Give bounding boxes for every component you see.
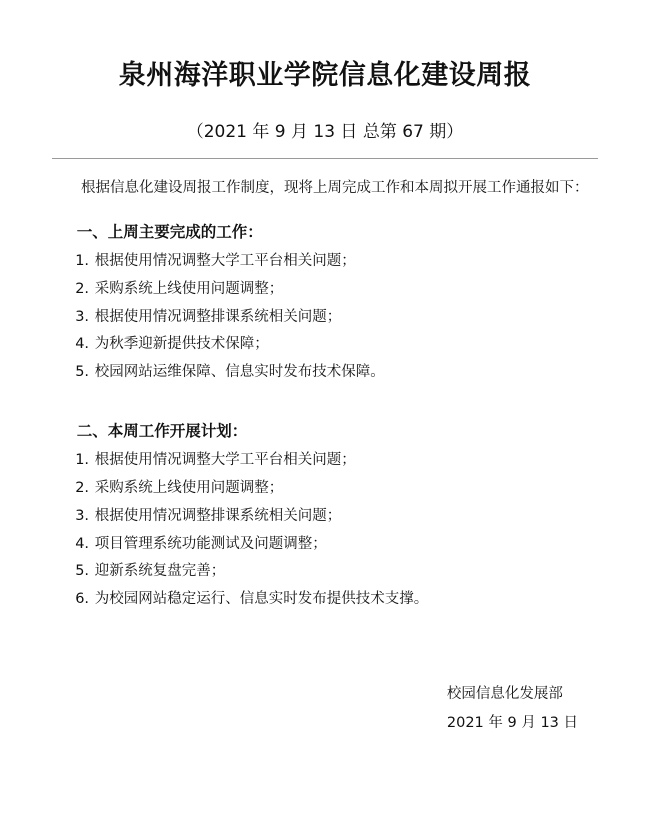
section-heading: 一、上周主要完成的工作： [76,222,263,241]
list-item [52,531,598,559]
item-number: 6. [75,591,90,608]
signature-date: 2021 年 9 月 13 日 [446,715,578,731]
item-text: 根据使用情况调整大学工平台相关问题； [94,452,356,469]
list-item [52,503,598,531]
item-number: 1. [75,452,90,469]
item-number: 5. [75,563,90,580]
item-text: 根据使用情况调整排课系统相关问题； [94,507,342,524]
weekly-plan-list [52,447,598,614]
header-divider [52,158,598,159]
section-heading: 二、本周工作开展计划： [76,422,248,441]
issue-line: （2021 年 9 月 13 日 总第 67 期） [186,122,464,143]
list-item [52,475,598,503]
item-text: 采购系统上线使用问题调整； [94,280,284,297]
item-text: 采购系统上线使用问题调整； [94,479,284,496]
section-weekly-plan [52,419,598,614]
item-number: 2. [75,479,90,496]
item-number: 1. [75,252,90,269]
item-number: 4. [75,336,90,353]
list-item [52,276,598,304]
section-spacer [52,387,598,401]
list-item [52,447,598,475]
item-number: 3. [75,308,90,325]
section-completed-work [52,220,598,387]
list-item [52,248,598,276]
signature-department: 校园信息化发展部 [446,686,563,702]
item-number: 5. [75,364,90,381]
item-text: 校园网站运维保障、信息实时发布技术保障。 [94,364,385,381]
signature-block [447,680,578,738]
item-text: 迎新系统复盘完善； [94,563,226,580]
page-title: 泉州海洋职业学院信息化建设周报 [118,60,532,91]
intro-paragraph: 根据信息化建设周报工作制度，现将上周完成工作和本周拟开展工作通报如下： [81,180,589,197]
item-number: 4. [75,535,90,552]
list-item [52,331,598,359]
completed-work-list [52,248,598,387]
list-item [52,359,598,387]
item-number: 3. [75,507,90,524]
list-item [52,558,598,586]
list-item [52,586,598,614]
item-text: 根据使用情况调整排课系统相关问题； [94,308,342,325]
list-item [52,304,598,332]
item-text: 根据使用情况调整大学工平台相关问题； [94,252,356,269]
item-text: 项目管理系统功能测试及问题调整； [94,535,327,552]
item-number: 2. [75,280,90,297]
item-text: 为校园网站稳定运行、信息实时发布提供技术支撑。 [94,591,429,608]
item-text: 为秋季迎新提供技术保障； [94,336,269,353]
